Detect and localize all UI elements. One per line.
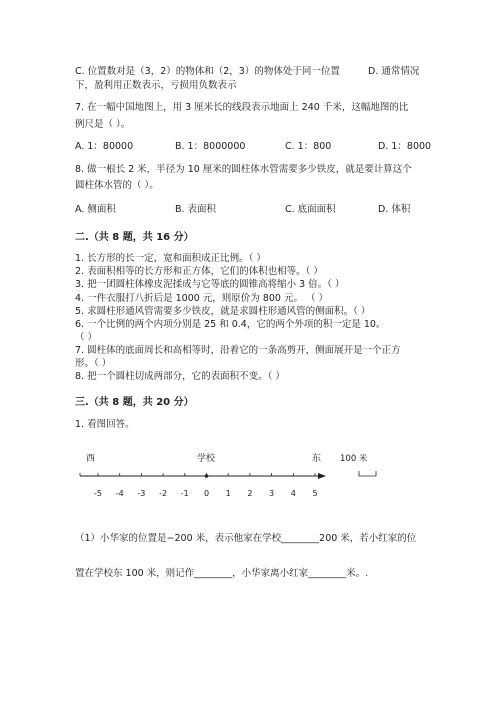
s2-item-6-blank: （ ） (75, 332, 98, 343)
q8-stem-line2: 圆柱体水管的（ ）。 (75, 180, 159, 191)
scale-bracket (359, 471, 376, 476)
s2-item-2: 2. 表面积相等的长方形和正方体，它们的体积也相等。（ ） (75, 266, 323, 277)
s2-item-4: 4. 一件衣服打八折后是 1000 元，则原价为 800 元。 （ ） (75, 293, 329, 304)
q8-option-c: C. 底面面积 (285, 204, 336, 215)
east-label: 东 (312, 454, 322, 464)
s2-item-1: 1. 长方形的长一定，宽和面积成正比例。（ ） (75, 253, 266, 264)
q7-option-d: D. 1：8000 (378, 141, 432, 152)
s2-item-3: 3. 把一团圆柱体橡皮泥揉成与它等底的圆锥高将缩小 3 倍。（ ） (75, 279, 345, 290)
s3-sub1-line2: 置在学校东 100 米，则记作________，小华家离小红家________米。. (75, 568, 369, 579)
s2-item-6: 6. 一个比例的两个内项分别是 25 和 0.4，它的两个外项的积一定是 10。 (75, 319, 386, 330)
q7-stem-line2: 例尺是（ ）。 (75, 119, 131, 130)
tick-label: 4 (290, 489, 296, 498)
q7-option-b: B. 1：8000000 (175, 141, 246, 152)
tick-label: 3 (269, 489, 275, 498)
q6-option-d: D. 通常情况 (368, 66, 420, 77)
q7-stem-line1: 7. 在一幅中国地图上，用 3 厘米长的线段表示地面上 240 千米，这幅地图的比 (75, 102, 409, 113)
s2-item-7-cont: 形。（ ） (75, 358, 112, 369)
west-label: 西 (86, 454, 96, 464)
section2-title: 二.（共 8 题，共 16 分） (75, 232, 194, 243)
origin-dot (205, 474, 209, 478)
tick-label: 2 (247, 489, 253, 498)
tick-label: -3 (137, 489, 146, 498)
s3-q1-title: 1. 看图回答。 (75, 419, 135, 430)
school-label: 学校 (197, 454, 216, 464)
tick-label: -2 (159, 489, 168, 498)
q7-option-c: C. 1：800 (285, 141, 332, 152)
q8-option-d: D. 体积 (378, 204, 411, 215)
tick-label: 1 (225, 489, 231, 498)
tick-marks (80, 473, 315, 478)
s2-item-8: 8. 把一个圆柱切成两部分，它的表面积不变。（ ） (75, 371, 285, 382)
tick-labels (94, 489, 318, 498)
tick-label: 5 (312, 489, 318, 498)
tick-label: -1 (180, 489, 189, 498)
q7-option-a: A. 1：80000 (75, 141, 134, 152)
arrow-right-icon (318, 473, 326, 479)
q8-stem-line1: 8. 做一根长 2 米，半径为 10 厘米的圆柱体水管需要多少铁皮，就是要计算这个 (75, 164, 412, 175)
q6-option-c: C. 位置数对是（3，2）的物体和（2，3）的物体处于同一位置 (75, 66, 340, 77)
s2-item-7: 7. 圆柱体的底面周长和高相等时，沿着它的一条高剪开，侧面展开是一个正方 (75, 345, 401, 356)
scale-label: 100 米 (340, 454, 368, 464)
q8-option-a: A. 侧面积 (75, 204, 116, 215)
q6-option-d-cont: 下，盈利用正数表示，亏损用负数表示 (75, 80, 237, 91)
section3-title: 三.（共 8 题，共 20 分） (75, 397, 194, 408)
s3-sub1-line1: （1）小华家的位置是−200 米，表示他家在学校________200 米，若小红家的位 (75, 533, 417, 544)
q8-option-b: B. 表面积 (175, 204, 217, 215)
tick-label: -5 (94, 489, 102, 498)
tick-label: -4 (115, 489, 124, 498)
s2-item-5: 5. 求圆柱形通风管需要多少铁皮，就是求圆柱形通风管的侧面积。（ ） (75, 306, 371, 317)
tick-label: 0 (203, 489, 210, 498)
